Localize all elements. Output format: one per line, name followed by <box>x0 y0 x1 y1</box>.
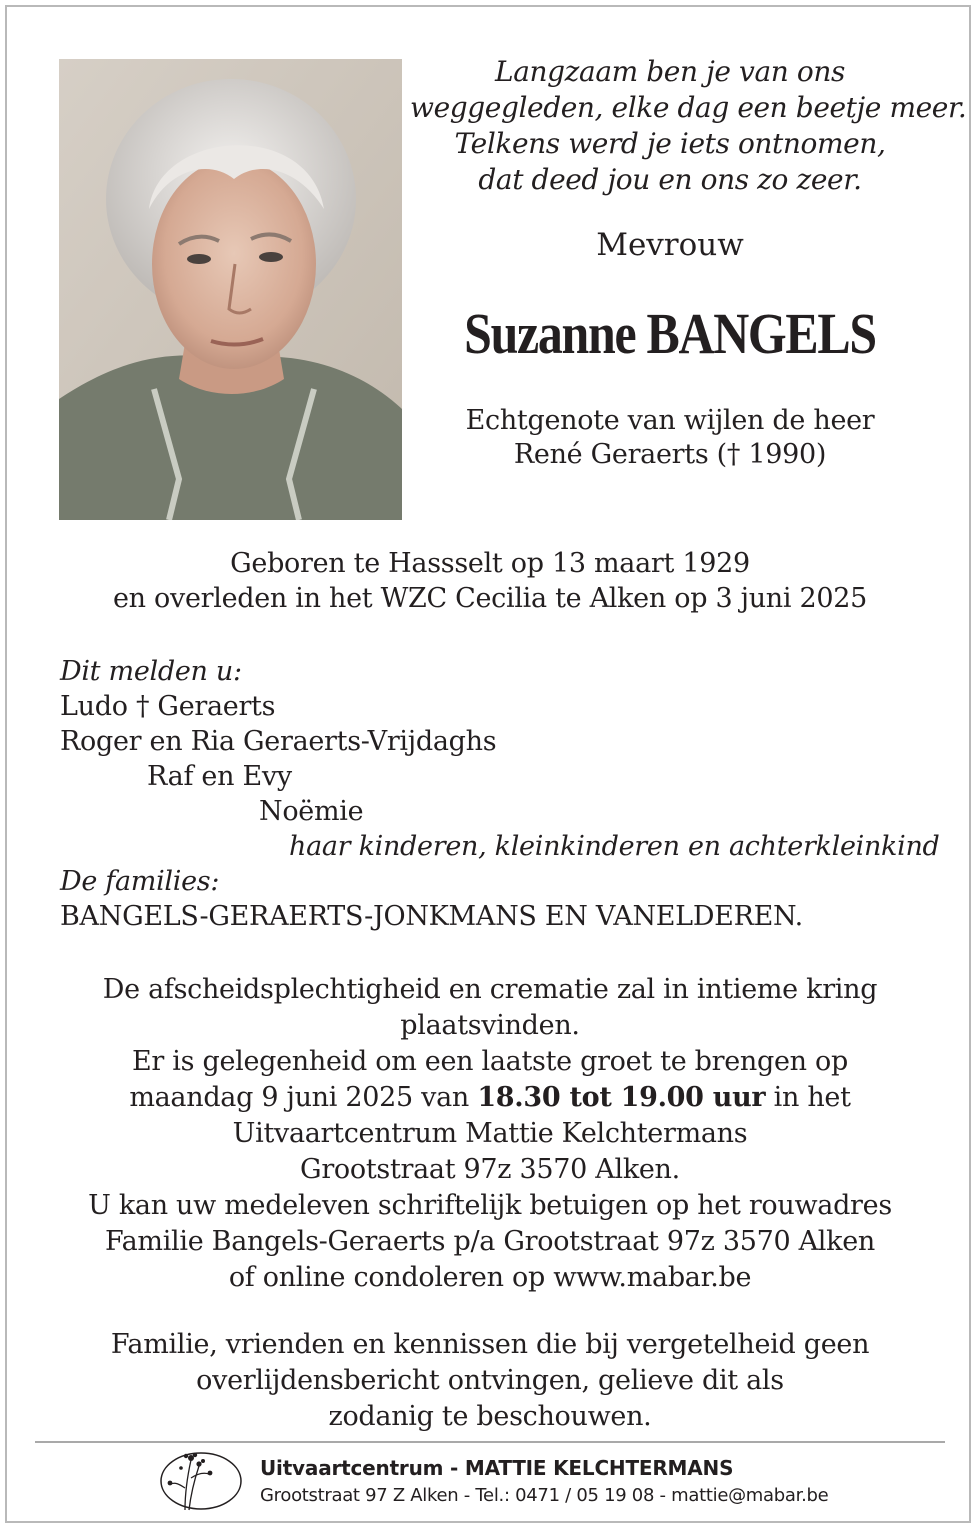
families-label: De families: <box>60 866 220 897</box>
birth-line: Geboren te Hassselt op 13 maart 1929 <box>230 548 750 579</box>
ceremony-line: plaatsvinden. <box>400 1010 580 1041</box>
funeral-home-contact: Grootstraat 97 Z Alken - Tel.: 0471 / 05 19 08 - mattie@mabar.be <box>260 1485 829 1506</box>
ceremony-line: U kan uw medeleven schriftelijk betuigen op het rouwadres <box>88 1190 892 1221</box>
notice-line: overlijdensbericht ontvingen, gelieve dit als <box>196 1365 784 1396</box>
spouse-info <box>410 404 930 472</box>
family-child: Roger en Ria Geraerts-Vrijdaghs <box>60 726 497 757</box>
ceremony-line: Uitvaartcentrum Mattie Kelchtermans <box>232 1118 748 1149</box>
portrait-photo <box>59 59 402 520</box>
families-names: BANGELS-GERAERTS-JONKMANS EN VANELDEREN. <box>60 901 803 932</box>
ceremony-line: of online condoleren op www.mabar.be <box>228 1262 752 1293</box>
poem-line: Telkens werd je iets ontnomen, <box>454 127 886 160</box>
ceremony-line: Grootstraat 97z 3570 Alken. <box>300 1154 680 1185</box>
spouse-line: Echtgenote van wijlen de heer <box>465 405 875 436</box>
footer-divider <box>35 1441 945 1443</box>
notice-line: zodanig te beschouwen. <box>328 1401 652 1432</box>
family-child: Ludo † Geraerts <box>60 691 276 722</box>
notice <box>40 1327 940 1435</box>
poem-line: weggegleden, elke dag een beetje meer. <box>410 91 967 124</box>
ceremony-info <box>40 972 940 1296</box>
ceremony-line: Familie Bangels-Geraerts p/a Grootstraat 97z 3570 Alken <box>105 1226 875 1257</box>
flower-logo-icon <box>155 1448 247 1514</box>
notice-line: Familie, vrienden en kennissen die bij vergetelheid geen <box>110 1329 870 1360</box>
family-relation: haar kinderen, kleinkinderen en achterkleinkind <box>289 831 940 862</box>
honorific: Mevrouw <box>596 227 744 263</box>
family-intro: Dit melden u: <box>60 656 242 687</box>
death-line: en overleden in het WZC Cecilia te Alken op 3 juni 2025 <box>112 583 868 614</box>
spouse-line: René Geraerts († 1990) <box>513 439 827 470</box>
poem <box>410 54 967 198</box>
ceremony-line: Er is gelegenheid om een laatste groet te brengen op <box>132 1046 848 1077</box>
poem-line: dat deed jou en ons zo zeer. <box>478 163 862 196</box>
visit-time: 18.30 tot 19.00 uur <box>477 1082 766 1113</box>
family-grandchildren: Raf en Evy <box>147 761 292 792</box>
poem-line: Langzaam ben je van ons <box>495 55 845 88</box>
visit-suffix: in het <box>765 1082 851 1113</box>
family-list <box>60 654 940 934</box>
visit-date: maandag 9 juni 2025 van <box>129 1082 478 1113</box>
deceased-name: Suzanne BANGELS <box>464 301 876 366</box>
funeral-home-name: Uitvaartcentrum - MATTIE KELCHTERMANS <box>260 1456 734 1480</box>
ceremony-line <box>40 1080 940 1116</box>
ceremony-line: De afscheidsplechtigheid en crematie zal in intieme kring <box>102 974 878 1005</box>
family-great-grandchild: Noëmie <box>259 796 364 827</box>
birth-death-info <box>40 546 940 616</box>
